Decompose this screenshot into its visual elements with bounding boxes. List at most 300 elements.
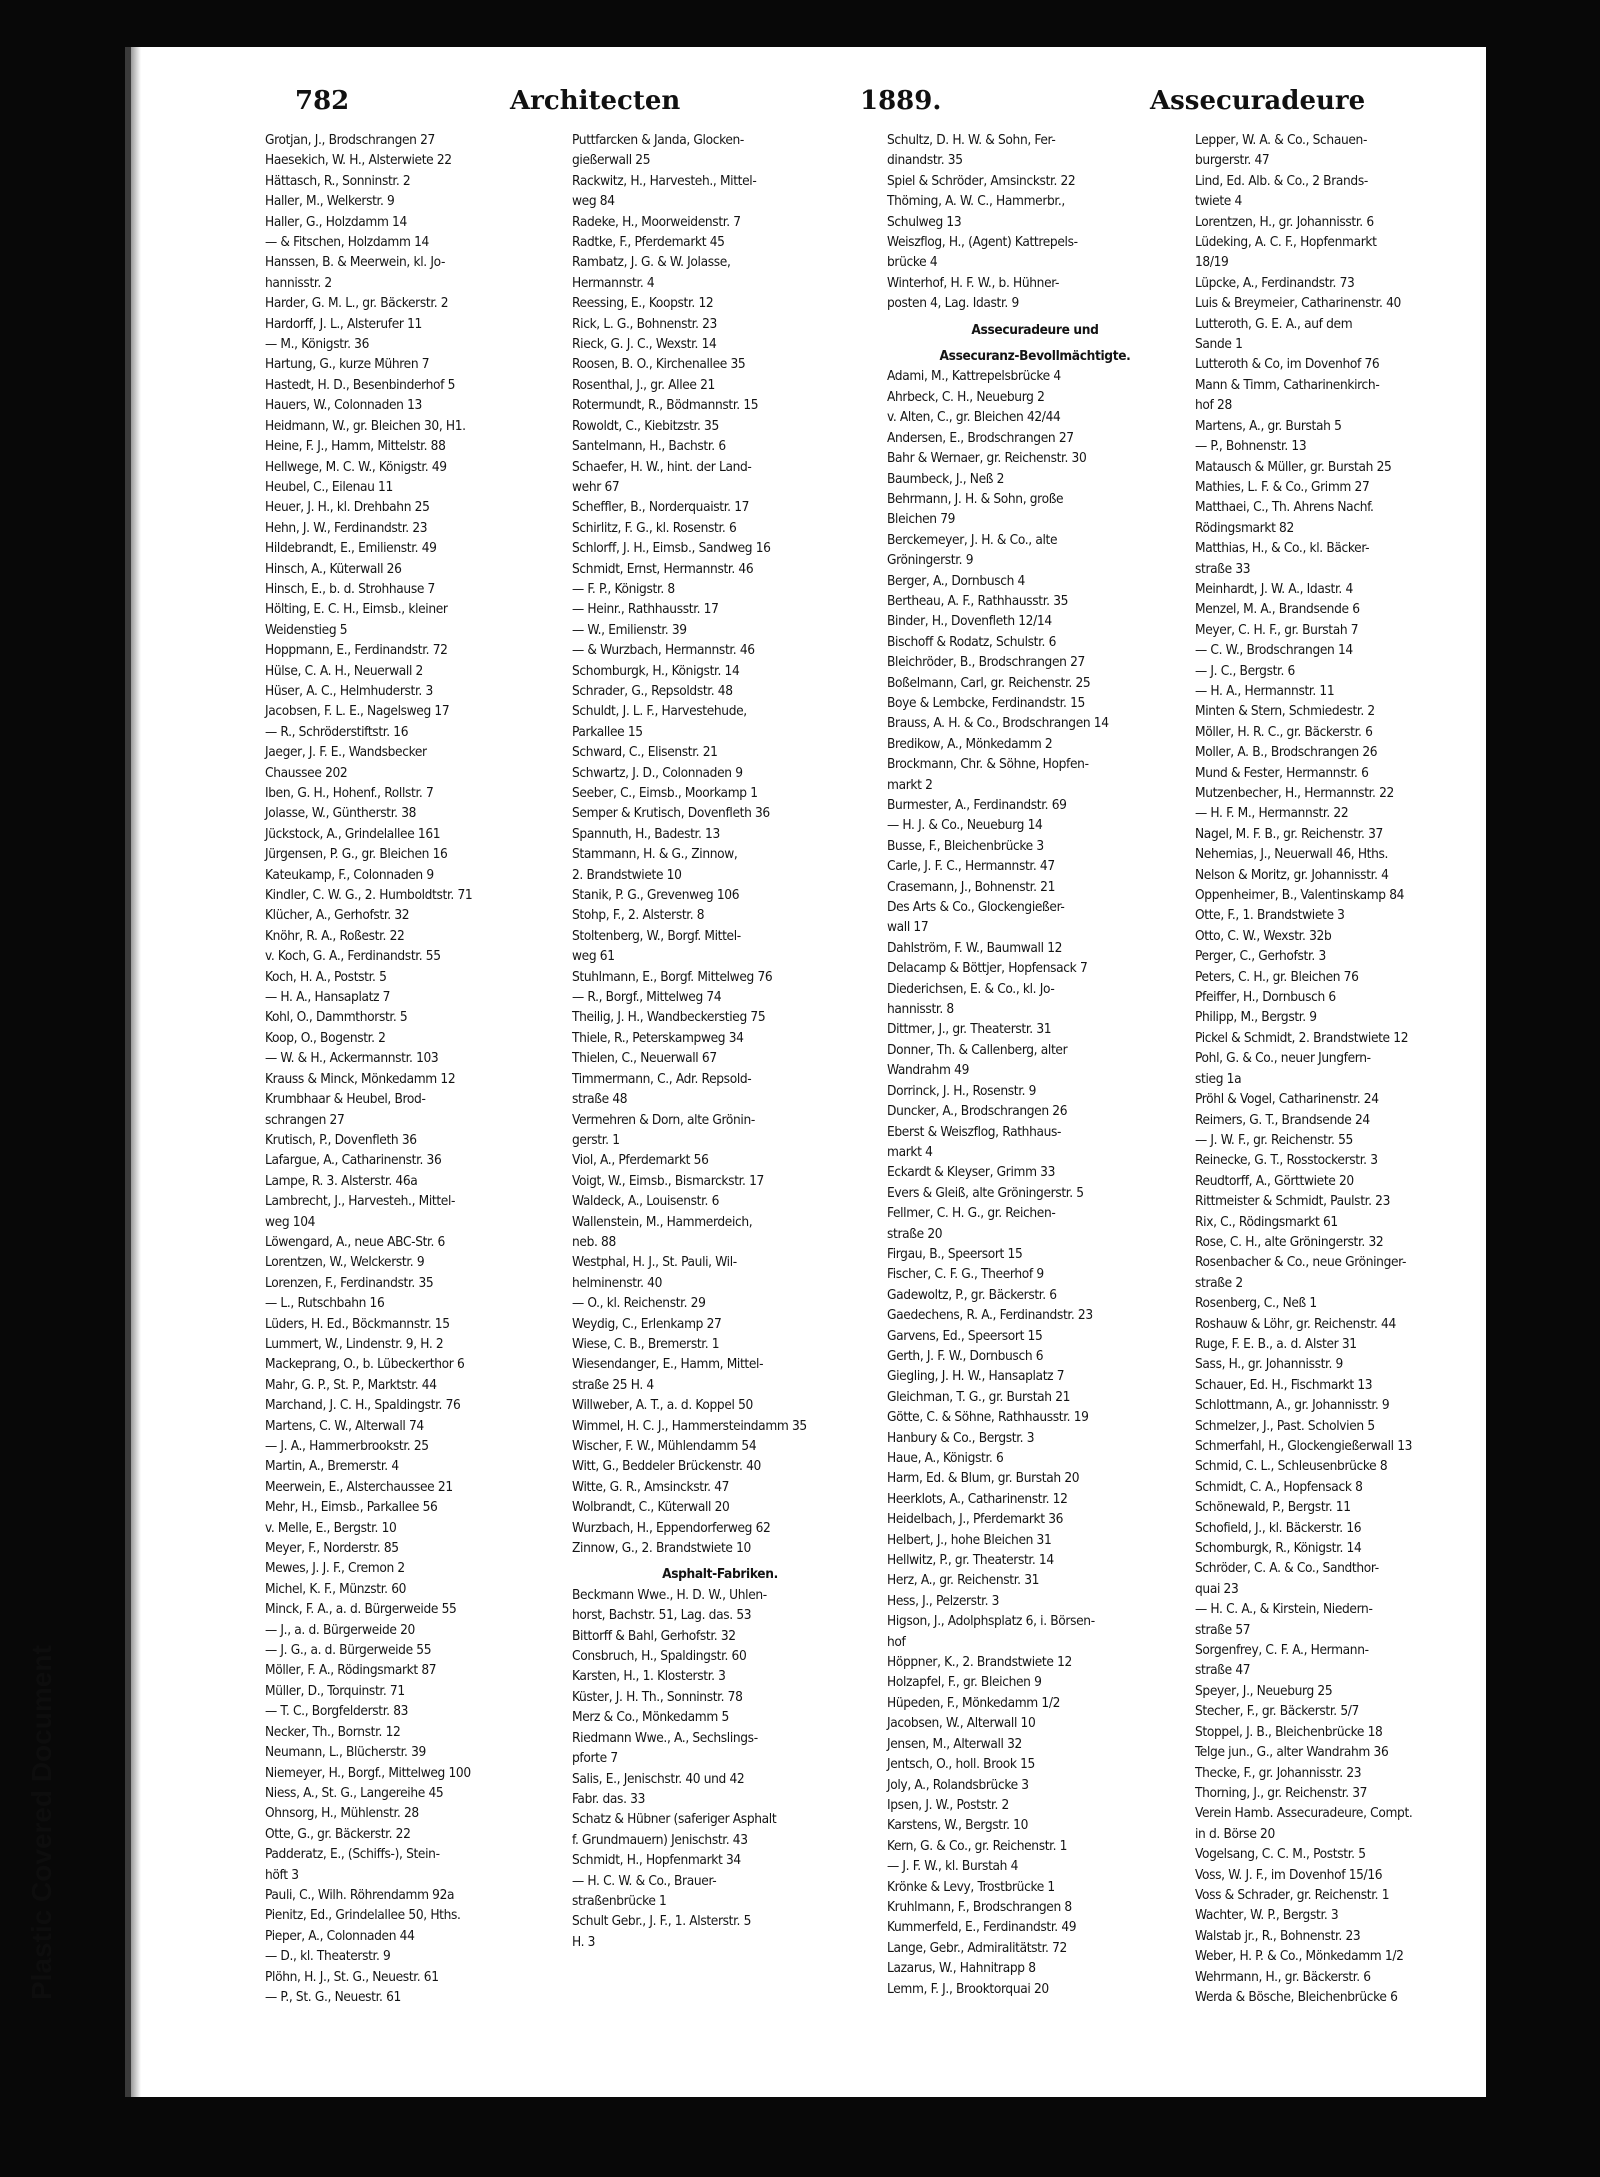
directory-entry: — J. C., Bergstr. 6 (1195, 662, 1295, 679)
directory-entry: Hardorff, J. L., Alsterufer 11 (265, 315, 422, 332)
directory-entry: Schlottmann, A., gr. Johannisstr. 9 (1195, 1397, 1390, 1414)
directory-entry: Kateukamp, F., Colonnaden 9 (265, 866, 434, 883)
directory-entry: Necker, Th., Bornstr. 12 (265, 1723, 401, 1740)
directory-entry: — H. A., Hansaplatz 7 (265, 989, 391, 1006)
directory-entry: f. Grundmauern) Jenischstr. 43 (572, 1831, 748, 1848)
directory-entry: Sass, H., gr. Johannisstr. 9 (1195, 1356, 1343, 1373)
directory-entry: Puttfarcken & Janda, Glocken- (572, 132, 744, 148)
directory-entry: Heidelbach, J., Pferdemarkt 36 (887, 1511, 1064, 1528)
directory-entry: v. Melle, E., Bergstr. 10 (265, 1519, 397, 1536)
directory-entry: Hermannstr. 4 (572, 274, 655, 291)
directory-entry: posten 4, Lag. Idastr. 9 (887, 295, 1019, 312)
directory-entry: Hüpeden, F., Mönkedamm 1/2 (887, 1694, 1061, 1711)
directory-entry: wehr 67 (572, 478, 620, 495)
directory-entry: Consbruch, H., Spaldingstr. 60 (572, 1648, 747, 1665)
directory-entry: Heine, F. J., Hamm, Mittelstr. 88 (265, 438, 446, 455)
directory-entry: Voss & Schrader, gr. Reichenstr. 1 (1195, 1886, 1390, 1903)
directory-entry: Werda & Bösche, Bleichenbrücke 6 (1195, 1988, 1398, 2005)
directory-entry: Rieck, G. J. C., Wexstr. 14 (572, 336, 717, 353)
directory-entry: v. Koch, G. A., Ferdinandstr. 55 (265, 948, 441, 965)
directory-entry: Bleichen 79 (887, 511, 956, 528)
directory-entry: Gadewoltz, P., gr. Bäckerstr. 6 (887, 1286, 1057, 1303)
directory-entry: Hellwege, M. C. W., Königstr. 49 (265, 458, 447, 475)
directory-entry: Crasemann, J., Bohnenstr. 21 (887, 878, 1056, 895)
directory-entry: horst, Bachstr. 51, Lag. das. 53 (572, 1607, 752, 1624)
directory-entry: Wolbrandt, C., Küterwall 20 (572, 1499, 730, 1516)
directory-entry: Heerklots, A., Catharinenstr. 12 (887, 1490, 1068, 1507)
directory-entry: Kindler, C. W. G., 2. Humboldtstr. 71 (265, 887, 473, 904)
directory-entry: Karstens, W., Bergstr. 10 (887, 1817, 1029, 1834)
directory-entry: Schmidt, H., Hopfenmarkt 34 (572, 1852, 741, 1869)
directory-entry: Firgau, B., Speersort 15 (887, 1245, 1023, 1262)
directory-entry: straße 48 (572, 1091, 628, 1108)
directory-entry: Lüpcke, A., Ferdinandstr. 73 (1195, 274, 1355, 291)
directory-entry: straße 2 (1195, 1274, 1243, 1291)
directory-entry: straße 57 (1195, 1621, 1251, 1638)
directory-entry: Lafargue, A., Catharinenstr. 36 (265, 1152, 442, 1169)
directory-entry: Jensen, M., Alterwall 32 (887, 1735, 1022, 1752)
directory-entry: — T. C., Borgfelderstr. 83 (265, 1703, 409, 1720)
directory-entry: Hüser, A. C., Helmhuderstr. 3 (265, 682, 433, 699)
directory-entry: Wachter, W. P., Bergstr. 3 (1195, 1907, 1339, 1924)
directory-entry: Ohnsorg, H., Mühlenstr. 28 (265, 1805, 419, 1822)
directory-entry: Oppenheimer, B., Valentinskamp 84 (1195, 887, 1405, 904)
directory-entry: Willweber, A. T., a. d. Koppel 50 (572, 1397, 753, 1414)
directory-entry: Roosen, B. O., Kirchenallee 35 (572, 356, 746, 373)
directory-entry: — J. A., Hammerbrookstr. 25 (265, 1438, 429, 1454)
directory-entry: Möller, F. A., Rödingsmarkt 87 (265, 1662, 437, 1679)
directory-entry: Krauss & Minck, Mönkedamm 12 (265, 1070, 456, 1087)
directory-entry: Voss, W. J. F., im Dovenhof 15/16 (1195, 1866, 1383, 1883)
directory-entry: Martin, A., Bremerstr. 4 (265, 1458, 399, 1475)
directory-entry: Marchand, J. C. H., Spaldingstr. 76 (265, 1397, 461, 1414)
directory-entry: straße 47 (1195, 1662, 1251, 1679)
directory-entry: Bittorff & Bahl, Gerhofstr. 32 (572, 1627, 736, 1644)
directory-entry: Voigt, W., Eimsb., Bismarckstr. 17 (572, 1172, 764, 1189)
directory-entry: dinandstr. 35 (887, 152, 963, 169)
directory-entry: Rödingsmarkt 82 (1195, 519, 1294, 536)
directory-entry: Jentsch, O., holl. Brook 15 (887, 1756, 1035, 1773)
directory-entry: Duncker, A., Brodschrangen 26 (887, 1103, 1068, 1120)
directory-entry: Salis, E., Jenischstr. 40 und 42 (572, 1770, 745, 1787)
directory-entry: Herz, A., gr. Reichenstr. 31 (887, 1572, 1040, 1589)
directory-entry: Haller, M., Welkerstr. 9 (265, 193, 395, 210)
directory-entry: Walstab jr., R., Bohnenstr. 23 (1195, 1927, 1361, 1944)
directory-entry: brücke 4 (887, 254, 938, 271)
directory-entry: Thecke, F., gr. Johannisstr. 23 (1195, 1764, 1362, 1781)
section-heading: Assecuranz-Bevollmächtigte. (939, 348, 1131, 365)
directory-entry: Gaedechens, R. A., Ferdinandstr. 23 (887, 1307, 1093, 1324)
directory-entry: Reinecke, G. T., Rosstockerstr. 3 (1195, 1152, 1378, 1169)
directory-entry: Weydig, C., Erlenkamp 27 (572, 1315, 722, 1332)
section-heading: Assecuradeure und (971, 321, 1099, 338)
directory-entry: — & Wurzbach, Hermannstr. 46 (572, 642, 755, 659)
directory-entry: — R., Borgf., Mittelweg 74 (572, 989, 722, 1006)
directory-entry: Heubel, C., Eilenau 11 (265, 478, 393, 495)
directory-entry: weg 84 (572, 193, 615, 210)
directory-entry: Ruge, F. E. B., a. d. Alster 31 (1195, 1335, 1357, 1352)
directory-entry: Vermehren & Dorn, alte Grönin- (572, 1111, 755, 1128)
directory-entry: Hauers, W., Colonnaden 13 (265, 397, 422, 414)
directory-entry: hannisstr. 2 (265, 274, 332, 291)
directory-entry: in d. Börse 20 (1195, 1825, 1275, 1842)
directory-entry: Theilig, J. H., Wandbeckerstieg 75 (572, 1009, 766, 1026)
directory-entry: Helbert, J., hohe Bleichen 31 (887, 1531, 1052, 1548)
directory-entry: Mund & Fester, Hermannstr. 6 (1195, 764, 1369, 781)
directory-entry: Schuldt, J. L. F., Harvestehude, (572, 703, 747, 720)
directory-entry: Meerwein, E., Alsterchaussee 21 (265, 1478, 453, 1495)
directory-entry: Pickel & Schmidt, 2. Brandstwiete 12 (1195, 1029, 1409, 1046)
directory-entry: Möller, H. R. C., gr. Bäckerstr. 6 (1195, 723, 1373, 740)
directory-entry: Berger, A., Dornbusch 4 (887, 572, 1025, 589)
column-1 (265, 130, 561, 2005)
directory-entry: Peters, C. H., gr. Bleichen 76 (1195, 968, 1359, 985)
directory-entry: Rittmeister & Schmidt, Paulstr. 23 (1195, 1193, 1390, 1210)
directory-entry: Wiese, C. B., Bremerstr. 1 (572, 1335, 720, 1352)
directory-entry: — W. & H., Ackermannstr. 103 (265, 1050, 439, 1067)
directory-entry: Mewes, J. J. F., Cremon 2 (265, 1560, 405, 1577)
directory-entry: Otte, G., gr. Bäckerstr. 22 (265, 1825, 411, 1842)
directory-entry: Mahr, G. P., St. P., Marktstr. 44 (265, 1376, 437, 1393)
directory-entry: Rackwitz, H., Harvesteh., Mittel- (572, 172, 757, 189)
directory-entry: schrangen 27 (265, 1111, 345, 1128)
directory-entry: Rose, C. H., alte Gröningerstr. 32 (1195, 1233, 1384, 1250)
directory-entry: Giegling, J. H. W., Hansaplatz 7 (887, 1368, 1065, 1385)
directory-entry: Jacobsen, F. L. E., Nagelsweg 17 (265, 703, 450, 720)
directory-entry: Schönewald, P., Bergstr. 11 (1195, 1499, 1351, 1516)
directory-entry: Heidmann, W., gr. Bleichen 30, H1. (265, 417, 466, 434)
directory-entry: Wiesendanger, E., Hamm, Mittel- (572, 1356, 764, 1373)
directory-entry: Santelmann, H., Bachstr. 6 (572, 438, 726, 455)
directory-entry: Lüders, H. Ed., Böckmannstr. 15 (265, 1315, 450, 1332)
directory-entry: Mutzenbecher, H., Hermannstr. 22 (1195, 785, 1394, 801)
directory-entry: Rix, C., Rödingsmarkt 61 (1195, 1213, 1338, 1230)
directory-entry: Perger, C., Gerhofstr. 3 (1195, 948, 1326, 965)
directory-entry: Viol, A., Pferdemarkt 56 (572, 1152, 709, 1169)
directory-entry: Hanbury & Co., Bergstr. 3 (887, 1429, 1035, 1446)
directory-entry: Brauss, A. H. & Co., Brodschrangen 14 (887, 715, 1109, 732)
directory-entry: Schmidt, Ernst, Hermannstr. 46 (572, 560, 754, 577)
directory-entry: Schirlitz, F. G., kl. Rosenstr. 6 (572, 519, 737, 536)
directory-entry: — H. C. A., & Kirstein, Niedern- (1195, 1601, 1373, 1618)
directory-entry: Diederichsen, E. & Co., kl. Jo- (887, 980, 1055, 997)
directory-entry: Stuhlmann, E., Borgf. Mittelweg 76 (572, 968, 773, 985)
year: 1889. (860, 86, 942, 116)
directory-entry: Schmid, C. L., Schleusenbrücke 8 (1195, 1458, 1388, 1475)
directory-entry: Lange, Gebr., Admiralitätstr. 72 (887, 1939, 1067, 1956)
directory-entry: Busse, F., Bleichenbrücke 3 (887, 837, 1044, 854)
directory-entry: Reudtorff, A., Görttwiete 20 (1195, 1172, 1354, 1189)
directory-entry: Beckmann Wwe., H. D. W., Uhlen- (572, 1586, 767, 1603)
directory-entry: Meinhardt, J. W. A., Idastr. 4 (1195, 580, 1353, 597)
directory-entry: Matausch & Müller, gr. Burstah 25 (1195, 458, 1392, 475)
directory-entry: Holzapfel, F., gr. Bleichen 9 (887, 1674, 1042, 1691)
directory-entry: pforte 7 (572, 1750, 618, 1767)
directory-entry: Hülse, C. A. H., Neuerwall 2 (265, 662, 423, 679)
directory-entry: Michel, K. F., Münzstr. 60 (265, 1580, 407, 1597)
directory-entry: Gerth, J. F. W., Dornbusch 6 (887, 1347, 1044, 1364)
directory-entry: Spiel & Schröder, Amsinckstr. 22 (887, 172, 1076, 189)
directory-entry: Bertheau, A. F., Rathhausstr. 35 (887, 592, 1069, 609)
directory-entry: Krönke & Levy, Trostbrücke 1 (887, 1878, 1055, 1895)
directory-entry: Brockmann, Chr. & Söhne, Hopfen- (887, 756, 1089, 773)
directory-entry: Stanik, P. G., Grevenweg 106 (572, 887, 740, 904)
directory-entry: 18/19 (1195, 254, 1229, 271)
directory-entry: stieg 1a (1195, 1070, 1242, 1087)
directory-entry: Boye & Lembcke, Ferdinandstr. 15 (887, 694, 1085, 711)
directory-entry: Pohl, G. & Co., neuer Jungfern- (1195, 1050, 1371, 1067)
directory-entry: Hastedt, H. D., Besenbinderhof 5 (265, 376, 456, 393)
directory-entry: Hinsch, E., b. d. Strohhause 7 (265, 580, 435, 597)
directory-entry: Hättasch, R., Sonninstr. 2 (265, 172, 411, 189)
directory-entry: Timmermann, C., Adr. Repsold- (572, 1070, 752, 1087)
directory-entry: Roshauw & Löhr, gr. Reichenstr. 44 (1195, 1315, 1396, 1332)
directory-entry: Jürgensen, P. G., gr. Bleichen 16 (265, 846, 448, 863)
directory-entry: Nelson & Moritz, gr. Johannisstr. 4 (1195, 866, 1389, 883)
directory-entry: Pieper, A., Colonnaden 44 (265, 1927, 415, 1944)
directory-entry: — Heinr., Rathhausstr. 17 (572, 601, 719, 618)
section-heading: Asphalt-Fabriken. (662, 1566, 778, 1583)
directory-entry: — C. W., Brodschrangen 14 (1195, 642, 1353, 659)
directory-entry: — H. C. W. & Co., Brauer- (572, 1872, 717, 1889)
directory-entry: Bahr & Wernaer, gr. Reichenstr. 30 (887, 450, 1087, 467)
directory-entry: Wallenstein, M., Hammerdeich, (572, 1213, 753, 1230)
directory-entry: Gleichman, T. G., gr. Burstah 21 (887, 1388, 1071, 1405)
directory-entry: Hölting, E. C. H., Eimsb., kleiner (265, 601, 448, 618)
directory-entry: Klücher, A., Gerhofstr. 32 (265, 907, 410, 924)
page-number: 782 (295, 86, 350, 116)
directory-entry: Waldeck, A., Louisenstr. 6 (572, 1193, 719, 1210)
directory-entry: Löwengard, A., neue ABC-Str. 6 (265, 1233, 445, 1250)
directory-entry: Lutteroth & Co, im Dovenhof 76 (1195, 356, 1380, 373)
directory-entry: Jaeger, J. F. E., Wandsbecker (265, 744, 427, 761)
directory-entry: Fabr. das. 33 (572, 1790, 645, 1807)
directory-entry: Stecher, F., gr. Bäckerstr. 5/7 (1195, 1703, 1359, 1720)
directory-entry: Kummerfeld, E., Ferdinandstr. 49 (887, 1919, 1077, 1936)
directory-entry: Mackeprang, O., b. Lübeckerthor 6 (265, 1356, 465, 1373)
directory-entry: Götte, C. & Söhne, Rathhausstr. 19 (887, 1409, 1089, 1426)
directory-entry: Otto, C. W., Wexstr. 32b (1195, 927, 1332, 944)
directory-entry: Radtke, F., Pferdemarkt 45 (572, 234, 725, 251)
directory-entry: Grotjan, J., Brodschrangen 27 (265, 132, 435, 148)
directory-entry: — F. P., Königstr. 8 (572, 580, 675, 597)
directory-entry: Harm, Ed. & Blum, gr. Burstah 20 (887, 1470, 1080, 1487)
directory-entry: hof 28 (1195, 397, 1232, 414)
directory-entry: Lemm, F. J., Brooktorquai 20 (887, 1980, 1049, 1997)
directory-entry: Koch, H. A., Poststr. 5 (265, 968, 387, 985)
directory-entry: Rosenthal, J., gr. Allee 21 (572, 376, 715, 393)
directory-entry: Lorenzen, F., Ferdinandstr. 35 (265, 1274, 434, 1291)
directory-entry: Lorentzen, W., Welckerstr. 9 (265, 1254, 425, 1271)
directory-entry: Matthias, H., & Co., kl. Bäcker- (1195, 540, 1370, 557)
directory-entry: Pauli, C., Wilh. Röhrendamm 92a (265, 1886, 455, 1903)
directory-entry: Koop, O., Bogenstr. 2 (265, 1029, 386, 1046)
directory-entry: Bredikow, A., Mönkedamm 2 (887, 735, 1053, 752)
directory-entry: Höppner, K., 2. Brandstwiete 12 (887, 1654, 1072, 1671)
directory-entry: Minten & Stern, Schmiedestr. 2 (1195, 703, 1375, 720)
directory-entry: Rowoldt, C., Kiebitzstr. 35 (572, 417, 719, 434)
directory-entry: Hanssen, B. & Meerwein, kl. Jo- (265, 254, 446, 271)
directory-entry: straße 33 (1195, 560, 1251, 577)
directory-entry: Stoltenberg, W., Borgf. Mittel- (572, 927, 741, 944)
directory-entry: helminenstr. 40 (572, 1274, 663, 1291)
directory-entry: Reessing, E., Koopstr. 12 (572, 295, 714, 312)
directory-entry: straßenbrücke 1 (572, 1892, 667, 1909)
directory-entry: Hinsch, A., Küterwall 26 (265, 560, 402, 577)
directory-entry: Meyer, C. H. F., gr. Burstah 7 (1195, 621, 1359, 638)
directory-entry: Dittmer, J., gr. Theaterstr. 31 (887, 1021, 1052, 1038)
directory-entry: Chaussee 202 (265, 764, 348, 781)
directory-entry: Wimmel, H. C. J., Hammersteindamm 35 (572, 1417, 807, 1434)
directory-entry: Stohp, F., 2. Alsterstr. 8 (572, 907, 705, 924)
directory-entry: Telge jun., G., alter Wandrahm 36 (1195, 1744, 1389, 1761)
directory-entry: Mann & Timm, Catharinenkirch- (1195, 376, 1380, 393)
directory-entry: Krumbhaar & Heubel, Brod- (265, 1091, 426, 1108)
directory-entry: Stammann, H. & G., Zinnow, (572, 846, 738, 863)
directory-entry: Schult Gebr., J. F., 1. Alsterstr. 5 (572, 1913, 752, 1930)
directory-entry: Behrmann, J. H. & Sohn, große (887, 490, 1064, 507)
column-2 (572, 130, 868, 1950)
directory-entry: — P., St. G., Neuestr. 61 (265, 1988, 401, 2005)
directory-entry: Pfeiffer, H., Dornbusch 6 (1195, 989, 1336, 1006)
directory-entry: Karsten, H., 1. Klosterstr. 3 (572, 1668, 726, 1685)
directory-entry: — J. W. F., gr. Reichenstr. 55 (1195, 1131, 1353, 1148)
directory-entry: Weiszflog, H., (Agent) Kattrepels- (887, 234, 1078, 251)
directory-entry: Parkallee 15 (572, 723, 643, 740)
directory-entry: Neumann, L., Blücherstr. 39 (265, 1744, 426, 1761)
directory-entry: Dorrinck, J. H., Rosenstr. 9 (887, 1082, 1037, 1099)
directory-entry: Baumbeck, J., Neß 2 (887, 470, 1005, 487)
directory-entry: Schomburgk, R., Königstr. 14 (1195, 1540, 1362, 1557)
directory-entry: Rosenberg, C., Neß 1 (1195, 1295, 1317, 1312)
directory-entry: Donner, Th. & Callenberg, alter (887, 1041, 1068, 1058)
directory-entry: twiete 4 (1195, 193, 1242, 210)
column-3 (887, 130, 1183, 1997)
directory-entry: Wandrahm 49 (887, 1062, 970, 1079)
directory-entry: Schröder, C. A. & Co., Sandthor- (1195, 1560, 1379, 1577)
directory-entry: Lutteroth, G. E. A., auf dem (1195, 315, 1353, 332)
directory-entry: Berckemeyer, J. H. & Co., alte (887, 531, 1058, 548)
directory-entry: Scheffler, B., Norderquaistr. 17 (572, 499, 750, 516)
directory-entry: Winterhof, H. F. W., b. Hühner- (887, 274, 1060, 291)
directory-entry: — H. F. M., Hermannstr. 22 (1195, 805, 1349, 822)
directory-entry: Sorgenfrey, C. F. A., Hermann- (1195, 1642, 1369, 1659)
directory-entry: Reimers, G. T., Brandsende 24 (1195, 1111, 1370, 1128)
directory-entry: burgerstr. 47 (1195, 152, 1270, 169)
directory-entry: Lambrecht, J., Harvesteh., Mittel- (265, 1193, 456, 1210)
directory-entry: Kern, G. & Co., gr. Reichenstr. 1 (887, 1837, 1068, 1854)
directory-entry: Fellmer, C. H. G., gr. Reichen- (887, 1205, 1056, 1222)
directory-entry: Speyer, J., Neueburg 25 (1195, 1682, 1333, 1699)
directory-entry: Schultz, D. H. W. & Sohn, Fer- (887, 132, 1056, 148)
directory-entry: Niess, A., St. G., Langereihe 45 (265, 1784, 444, 1801)
directory-entry: Schomburgk, H., Königstr. 14 (572, 662, 740, 679)
directory-entry: Martens, C. W., Alterwall 74 (265, 1417, 424, 1434)
directory-entry: Krutisch, P., Dovenfleth 36 (265, 1131, 417, 1148)
directory-entry: Schmerfahl, H., Glockengießerwall 13 (1195, 1438, 1413, 1454)
directory-entry: Thöming, A. W. C., Hammerbr., (887, 193, 1065, 210)
directory-entry: Schulweg 13 (887, 213, 962, 230)
directory-entry: Nehemias, J., Neuerwall 46, Hths. (1195, 846, 1389, 863)
directory-entry: Eckardt & Kleyser, Grimm 33 (887, 1164, 1056, 1181)
directory-entry: gerstr. 1 (572, 1131, 620, 1148)
directory-entry: Adami, M., Kattrepelsbrücke 4 (887, 368, 1061, 385)
directory-entry: weg 61 (572, 948, 615, 965)
sidebar-label (26, 1960, 546, 2000)
directory-entry: höft 3 (265, 1866, 299, 1883)
directory-entry: Rotermundt, R., Bödmannstr. 15 (572, 397, 759, 414)
directory-entry: H. 3 (572, 1933, 596, 1950)
directory-entry: Kruhlmann, F., Brodschrangen 8 (887, 1898, 1072, 1915)
directory-entry: Schmelzer, J., Past. Scholvien 5 (1195, 1417, 1375, 1434)
directory-entry: Luis & Breymeier, Catharinenstr. 40 (1195, 295, 1401, 312)
directory-entry: Lorentzen, H., gr. Johannisstr. 6 (1195, 213, 1374, 230)
directory-entry: Jückstock, A., Grindelallee 161 (265, 825, 441, 842)
directory-entry: — O., kl. Reichenstr. 29 (572, 1295, 706, 1312)
directory-entry: Schauer, Ed. H., Fischmarkt 13 (1195, 1376, 1373, 1393)
directory-entry: Lummert, W., Lindenstr. 9, H. 2 (265, 1335, 444, 1352)
directory-entry: Des Arts & Co., Glockengießer- (887, 899, 1065, 916)
directory-entry: Zinnow, G., 2. Brandstwiete 10 (572, 1540, 751, 1557)
directory-entry: Eberst & Weiszflog, Rathhaus- (887, 1123, 1062, 1140)
directory-entry: gießerwall 25 (572, 152, 651, 169)
directory-entry: wall 17 (887, 919, 929, 936)
directory-entry: Delacamp & Böttjer, Hopfensack 7 (887, 960, 1088, 977)
directory-entry: quai 23 (1195, 1580, 1239, 1597)
directory-entry: Haller, G., Holzdamm 14 (265, 213, 407, 230)
directory-entry: Boßelmann, Carl, gr. Reichenstr. 25 (887, 674, 1091, 691)
directory-entry: Binder, H., Dovenfleth 12/14 (887, 613, 1052, 630)
directory-entry: Hoppmann, E., Ferdinandstr. 72 (265, 642, 448, 659)
directory-entry: — D., kl. Theaterstr. 9 (265, 1948, 391, 1965)
directory-entry: weg 104 (265, 1213, 316, 1230)
directory-entry: Thorning, J., gr. Reichenstr. 37 (1195, 1784, 1368, 1801)
directory-entry: Thielen, C., Neuerwall 67 (572, 1050, 717, 1067)
directory-entry: hof (887, 1633, 906, 1650)
directory-entry: Schlorff, J. H., Eimsb., Sandweg 16 (572, 540, 771, 557)
directory-entry: — J., a. d. Bürgerweide 20 (265, 1621, 415, 1638)
directory-entry: straße 20 (887, 1225, 943, 1242)
directory-entry: Pröhl & Vogel, Catharinenstr. 24 (1195, 1091, 1379, 1108)
directory-entry: Schrader, G., Repsoldstr. 48 (572, 682, 733, 699)
directory-entry: Hildebrandt, E., Emilienstr. 49 (265, 540, 437, 557)
directory-entry: — L., Rutschbahn 16 (265, 1295, 385, 1312)
directory-entry: Witt, G., Beddeler Brückenstr. 40 (572, 1458, 761, 1475)
directory-entry: Ipsen, J. W., Poststr. 2 (887, 1796, 1009, 1813)
directory-entry: Hehn, J. W., Ferdinandstr. 23 (265, 519, 428, 536)
directory-entry: Rick, L. G., Bohnenstr. 23 (572, 315, 717, 332)
directory-entry: Spannuth, H., Badestr. 13 (572, 825, 720, 842)
directory-entry: Bleichröder, B., Brodschrangen 27 (887, 654, 1085, 671)
directory-entry: Minck, F. A., a. d. Bürgerweide 55 (265, 1601, 457, 1618)
directory-entry: Seeber, C., Eimsb., Moorkamp 1 (572, 785, 758, 801)
directory-entry: Matthaei, C., Th. Ahrens Nachf. (1195, 499, 1374, 516)
directory-entry: Lüdeking, A. C. F., Hopfenmarkt (1195, 234, 1377, 251)
directory-entry: Ahrbeck, C. H., Neueburg 2 (887, 388, 1045, 405)
directory-entry: — M., Königstr. 36 (265, 336, 370, 353)
directory-entry: Bischoff & Rodatz, Schulstr. 6 (887, 633, 1057, 650)
directory-entry: Haesekich, W. H., Alsterwiete 22 (265, 152, 452, 169)
directory-entry: — R., Schröderstiftstr. 16 (265, 723, 409, 740)
directory-entry: — J. G., a. d. Bürgerweide 55 (265, 1642, 432, 1659)
directory-entry: neb. 88 (572, 1233, 616, 1250)
directory-entry: Schaefer, H. W., hint. der Land- (572, 458, 752, 475)
directory-entry: Fischer, C. F. G., Theerhof 9 (887, 1266, 1044, 1283)
directory-entry: Meyer, F., Norderstr. 85 (265, 1540, 399, 1557)
directory-entry: Weber, H. P. & Co., Mönkedamm 1/2 (1195, 1948, 1404, 1965)
directory-entry: Schmidt, C. A., Hopfensack 8 (1195, 1478, 1363, 1495)
directory-entry: — W., Emilienstr. 39 (572, 621, 687, 638)
